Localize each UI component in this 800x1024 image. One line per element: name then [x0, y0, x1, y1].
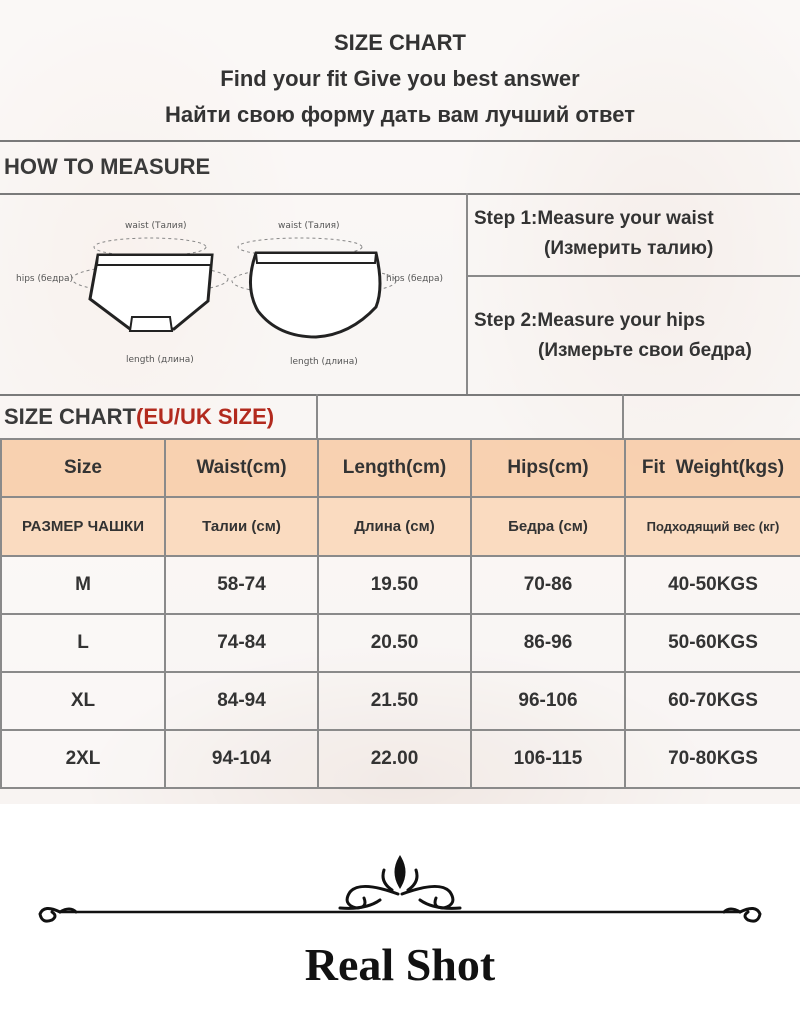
scroll-end-right-icon [724, 908, 760, 921]
size-table [0, 438, 800, 789]
header-row [1, 439, 800, 497]
step-1-ru: (Измерить талию) [544, 238, 714, 259]
table-row [1, 556, 800, 614]
waist-cell: 58-74 [165, 556, 318, 614]
header-cell-ru: Талии (см) [165, 497, 318, 556]
header-cell: Fit Weight(kgs) [625, 439, 800, 497]
brief-back-icon [250, 253, 380, 337]
scroll-end-left-icon [40, 908, 76, 921]
header-cell-ru: Подходящий вес (кг) [625, 497, 800, 556]
length-cell: 22.00 [318, 730, 471, 788]
table-row [1, 672, 800, 730]
divider [0, 394, 800, 396]
header-cell: Hips(cm) [471, 439, 625, 497]
header-cell-ru: Длина (см) [318, 497, 471, 556]
header-cell: Length(cm) [318, 439, 471, 497]
header-row-ru [1, 497, 800, 556]
divider [468, 275, 800, 277]
how-to-measure-title: HOW TO MEASURE [4, 154, 211, 179]
brief-front-icon [90, 255, 212, 331]
length-cell: 19.50 [318, 556, 471, 614]
size-cell: XL [1, 672, 165, 730]
size-chart-title [4, 404, 274, 430]
waist-cell: 94-104 [165, 730, 318, 788]
hips-label: hips (бедра) [386, 274, 444, 284]
divider [316, 394, 318, 438]
weight-cell: 60-70KGS [625, 672, 800, 730]
divider [622, 394, 624, 438]
real-shot-heading: Real Shot [304, 939, 496, 990]
step-1-en: Step 1:Measure your waist [474, 208, 714, 229]
subtitle-en: Find your fit Give you best answer [220, 66, 580, 91]
divider [466, 193, 468, 395]
measurement-diagram [0, 195, 466, 395]
hips-label: hips (бедра) [16, 274, 74, 284]
hips-cell: 70-86 [471, 556, 625, 614]
size-chart-title-prefix: SIZE CHART [4, 404, 136, 429]
table-row [1, 614, 800, 672]
step-1 [474, 204, 714, 264]
table-row [1, 730, 800, 788]
waist-label: waist (Талия) [278, 221, 340, 231]
length-label: length (длина) [290, 357, 358, 367]
flourish-icon [340, 858, 460, 908]
weight-cell: 70-80KGS [625, 730, 800, 788]
chart-title: SIZE CHART [334, 30, 466, 55]
weight-cell: 50-60KGS [625, 614, 800, 672]
step-2-ru: (Измерьте свои бедра) [538, 340, 752, 361]
size-chart-title-suffix: (EU/UK SIZE) [136, 404, 275, 429]
subtitle-ru: Найти свою форму дать вам лучший ответ [164, 102, 636, 127]
size-cell: 2XL [1, 730, 165, 788]
waist-cell: 74-84 [165, 614, 318, 672]
size-cell: L [1, 614, 165, 672]
waist-cell: 84-94 [165, 672, 318, 730]
header-cell: Size [1, 439, 165, 497]
hips-cell: 96-106 [471, 672, 625, 730]
size-cell: M [1, 556, 165, 614]
waist-label: waist (Талия) [125, 221, 187, 231]
hips-cell: 86-96 [471, 614, 625, 672]
header-cell-ru: РАЗМЕР ЧАШКИ [1, 497, 165, 556]
divider [0, 140, 800, 142]
ornament-divider [0, 850, 800, 930]
weight-cell: 40-50KGS [625, 556, 800, 614]
header-cell-ru: Бедра (см) [471, 497, 625, 556]
length-cell: 21.50 [318, 672, 471, 730]
length-cell: 20.50 [318, 614, 471, 672]
length-label: length (длина) [126, 355, 194, 365]
step-2 [474, 306, 752, 366]
step-2-en: Step 2:Measure your hips [474, 310, 706, 331]
header-cell: Waist(cm) [165, 439, 318, 497]
hips-cell: 106-115 [471, 730, 625, 788]
